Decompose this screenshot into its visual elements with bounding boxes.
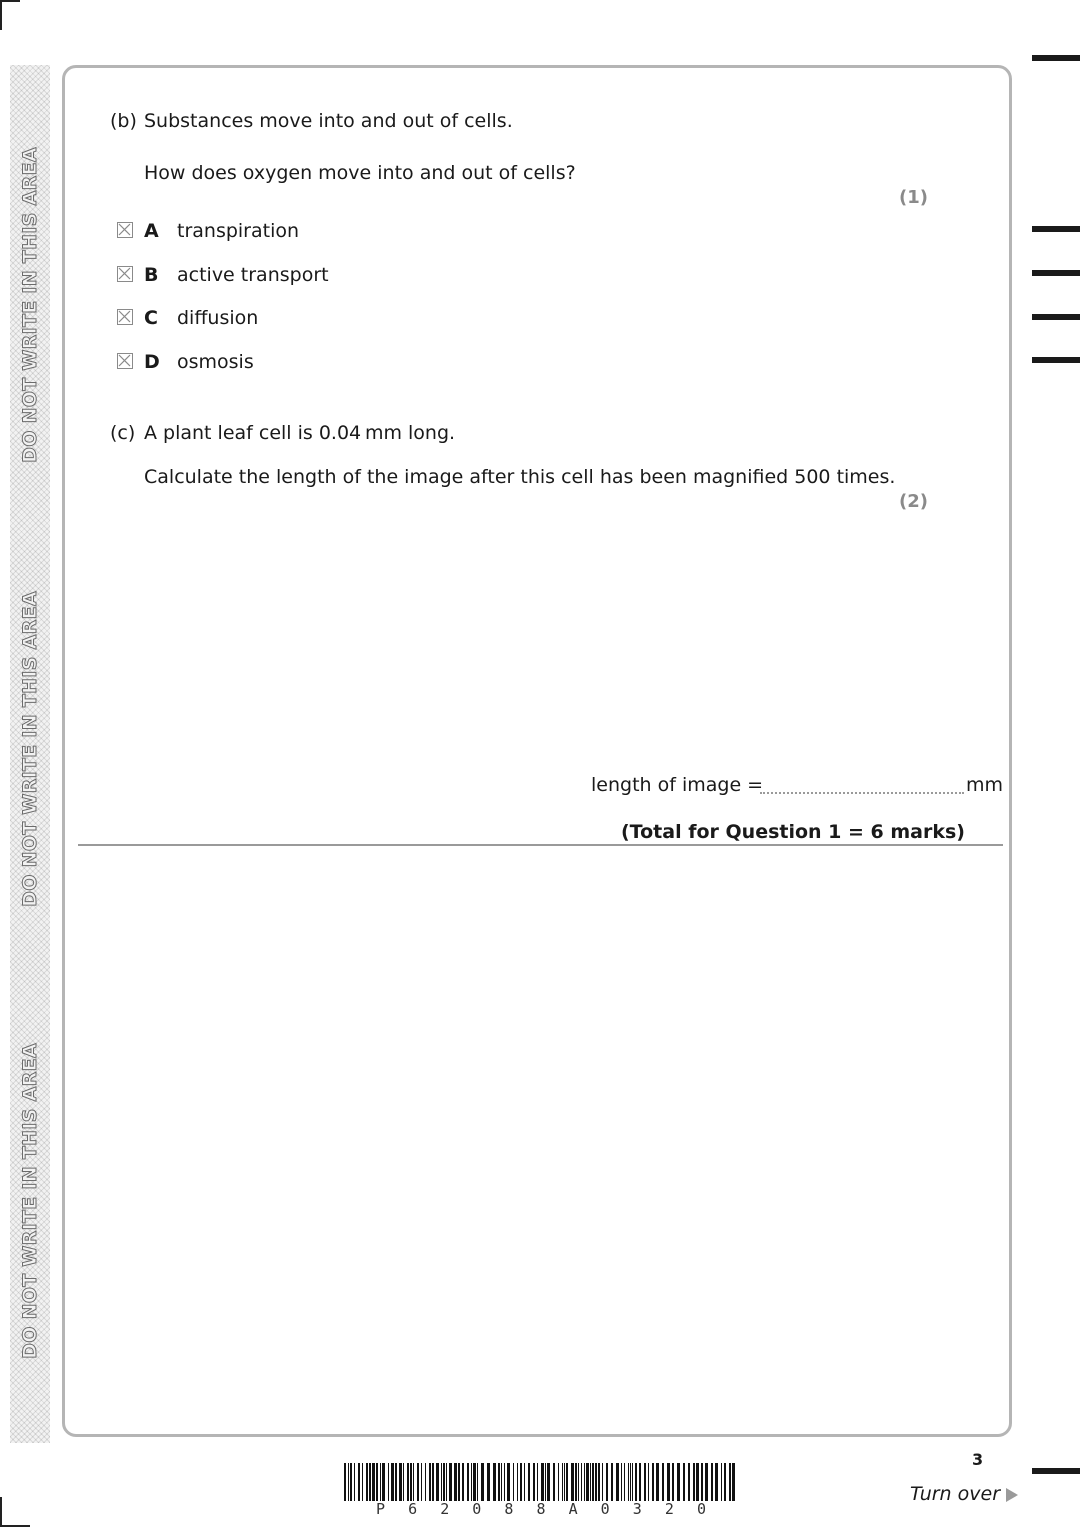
barcode-bar — [586, 1463, 589, 1501]
barcode-bar — [458, 1463, 460, 1501]
barcode-bar — [701, 1463, 703, 1501]
part-c-stem: A plant leaf cell is 0.04 mm long. — [144, 422, 456, 444]
page-number: 3 — [972, 1450, 984, 1469]
barcode-bar — [602, 1463, 603, 1501]
barcode-bar — [376, 1463, 378, 1501]
barcode-bar — [436, 1463, 439, 1501]
barcode-bar — [711, 1463, 713, 1501]
barcode-char: 0 — [696, 1500, 706, 1518]
barcode-bar — [432, 1463, 434, 1501]
barcode-bar — [443, 1463, 445, 1501]
edge-mark — [1032, 314, 1080, 320]
part-c-marks: (2) — [899, 491, 928, 512]
barcode-bar — [441, 1463, 442, 1501]
barcode-bar — [369, 1463, 371, 1501]
barcode-bar — [524, 1463, 525, 1501]
barcode-bar — [372, 1463, 375, 1501]
barcode-char: 0 — [600, 1500, 610, 1518]
cross-icon — [118, 267, 131, 280]
barcode-bar — [362, 1463, 363, 1501]
barcode-bar — [403, 1463, 404, 1501]
barcode-char: 3 — [632, 1500, 642, 1518]
barcode-bar — [693, 1463, 695, 1501]
barcode-bar — [632, 1463, 633, 1501]
cross-icon — [118, 310, 131, 323]
part-b-label: (b) — [110, 110, 137, 132]
barcode-bar — [595, 1463, 597, 1501]
option-b-checkbox[interactable] — [117, 266, 133, 282]
option-c-text: diffusion — [177, 307, 259, 329]
part-b-stem: Substances move into and out of cells. — [144, 110, 513, 132]
barcode-bar — [667, 1463, 670, 1501]
option-c-letter: C — [144, 307, 158, 329]
option-d-letter: D — [144, 351, 160, 373]
barcode-bar — [606, 1463, 608, 1501]
barcode-bar — [652, 1463, 654, 1501]
barcode-bar — [564, 1463, 565, 1501]
barcode-bar — [590, 1463, 591, 1501]
barcode-bar — [354, 1463, 355, 1501]
barcode-bar — [388, 1463, 389, 1501]
barcode-bar — [547, 1463, 550, 1501]
barcode-bar — [624, 1463, 625, 1501]
answer-unit: mm — [966, 774, 1004, 796]
barcode-bar — [366, 1463, 368, 1501]
barcode-bar — [616, 1463, 619, 1501]
barcode-bar — [696, 1463, 699, 1501]
barcode-bar — [662, 1463, 664, 1501]
crop-mark — [0, 0, 20, 2]
barcode-bar — [410, 1463, 412, 1501]
part-c-question: Calculate the length of the image after this cell has been magnified 500 times. — [144, 466, 896, 488]
barcode-bar — [487, 1463, 490, 1501]
barcode-bar — [454, 1463, 457, 1501]
do-not-write-label: DO NOT WRITE IN THIS AREA — [19, 591, 41, 907]
barcode-bar — [471, 1463, 472, 1501]
barcode-bar — [481, 1463, 484, 1501]
barcode-bar — [541, 1463, 544, 1501]
option-a-letter: A — [144, 220, 159, 242]
barcode-bar — [382, 1463, 385, 1501]
barcode-bar — [630, 1463, 631, 1501]
question-divider — [78, 844, 1003, 846]
barcode-bar — [575, 1463, 577, 1501]
part-c-label: (c) — [110, 422, 136, 444]
barcode-bar — [639, 1463, 641, 1501]
barcode-bar — [715, 1463, 718, 1501]
crop-mark — [0, 1497, 2, 1527]
barcode-char: A — [568, 1500, 578, 1518]
edge-mark — [1032, 55, 1080, 61]
barcode-bar — [592, 1463, 594, 1501]
question-total: (Total for Question 1 = 6 marks) — [621, 821, 965, 843]
barcode-bar — [350, 1463, 352, 1501]
barcode-bar — [507, 1463, 510, 1501]
crop-mark — [0, 0, 2, 30]
part-b-marks: (1) — [899, 187, 928, 208]
barcode-bar — [683, 1463, 685, 1501]
barcode-bar — [493, 1463, 496, 1501]
barcode-bar — [677, 1463, 680, 1501]
barcode-bar — [348, 1463, 349, 1501]
barcode-bar — [621, 1463, 622, 1501]
barcode-bar — [729, 1463, 731, 1501]
barcode-bar — [391, 1463, 394, 1501]
barcode-bar — [417, 1463, 419, 1501]
option-b-letter: B — [144, 264, 159, 286]
barcode — [344, 1463, 736, 1501]
barcode-bar — [425, 1463, 426, 1501]
barcode-bar — [688, 1463, 690, 1501]
barcode-char: P — [376, 1500, 386, 1518]
barcode-char: 6 — [408, 1500, 418, 1518]
option-d-text: osmosis — [177, 351, 254, 373]
barcode-bar — [498, 1463, 500, 1501]
barcode-char: 2 — [440, 1500, 450, 1518]
barcode-bar — [446, 1463, 447, 1501]
barcode-bar — [581, 1463, 582, 1501]
barcode-bar — [504, 1463, 505, 1501]
barcode-bar — [571, 1463, 574, 1501]
edge-mark — [1032, 357, 1080, 363]
barcode-bar — [656, 1463, 659, 1501]
barcode-char: 8 — [504, 1500, 514, 1518]
barcode-bar — [721, 1463, 722, 1501]
answer-label: length of image = — [591, 774, 764, 796]
barcode-bar — [449, 1463, 452, 1501]
barcode-bar — [462, 1463, 464, 1501]
barcode-char: 8 — [536, 1500, 546, 1518]
barcode-text — [376, 1500, 706, 1518]
barcode-bar — [705, 1463, 708, 1501]
do-not-write-label: DO NOT WRITE IN THIS AREA — [19, 147, 41, 463]
barcode-bar — [344, 1463, 346, 1501]
barcode-bar — [724, 1463, 726, 1501]
barcode-bar — [644, 1463, 646, 1501]
barcode-bar — [533, 1463, 535, 1501]
barcode-bar — [672, 1463, 674, 1501]
cross-icon — [118, 223, 131, 236]
barcode-bar — [501, 1463, 502, 1501]
barcode-char: 2 — [664, 1500, 674, 1518]
option-b-text: active transport — [177, 264, 329, 286]
option-c-checkbox[interactable] — [117, 309, 133, 325]
barcode-bar — [520, 1463, 522, 1501]
edge-mark — [1032, 270, 1080, 276]
barcode-bar — [395, 1463, 397, 1501]
barcode-bar — [413, 1463, 414, 1501]
barcode-bar — [537, 1463, 538, 1501]
option-a-checkbox[interactable] — [117, 222, 133, 238]
barcode-bar — [517, 1463, 518, 1501]
barcode-bar — [421, 1463, 422, 1501]
barcode-bar — [513, 1463, 514, 1501]
barcode-bar — [545, 1463, 546, 1501]
barcode-char: 0 — [472, 1500, 482, 1518]
option-a-text: transpiration — [177, 220, 300, 242]
edge-mark — [1032, 226, 1080, 232]
option-d-checkbox[interactable] — [117, 353, 133, 369]
turn-over-label: Turn over — [910, 1483, 1000, 1505]
barcode-bar — [562, 1463, 563, 1501]
barcode-bar — [399, 1463, 402, 1501]
barcode-bar — [566, 1463, 568, 1501]
answer-line[interactable] — [760, 792, 964, 794]
barcode-bar — [407, 1463, 409, 1501]
edge-mark — [1032, 1468, 1080, 1474]
do-not-write-label: DO NOT WRITE IN THIS AREA — [19, 1043, 41, 1359]
barcode-bar — [429, 1463, 431, 1501]
cross-icon — [118, 354, 131, 367]
barcode-bar — [477, 1463, 478, 1501]
barcode-bar — [528, 1463, 530, 1501]
barcode-bar — [578, 1463, 579, 1501]
barcode-bar — [558, 1463, 559, 1501]
barcode-bar — [635, 1463, 637, 1501]
barcode-bar — [598, 1463, 600, 1501]
barcode-bar — [467, 1463, 469, 1501]
barcode-bar — [628, 1463, 629, 1501]
part-b-question: How does oxygen move into and out of cells? — [144, 162, 576, 184]
turn-over-arrow-icon — [1005, 1487, 1019, 1503]
barcode-bar — [584, 1463, 585, 1501]
barcode-bar — [358, 1463, 360, 1501]
barcode-bar — [473, 1463, 476, 1501]
barcode-bar — [732, 1463, 735, 1501]
barcode-bar — [553, 1463, 555, 1501]
barcode-bar — [380, 1463, 381, 1501]
barcode-bar — [648, 1463, 649, 1501]
barcode-bar — [611, 1463, 613, 1501]
